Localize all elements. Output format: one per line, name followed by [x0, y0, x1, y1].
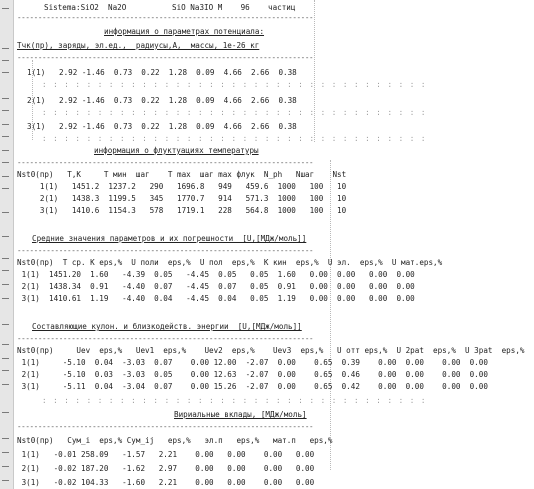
dotted-row: : : : : : : : : : : : : : : : : : : : : : : : : : : : : : : : : : : :	[42, 396, 427, 405]
averages-row: 3(1) 1410.61 1.19 -4.40 0.04 -4.45 0.04 0.05 1.19 0.00 0.00 0.00 0.00	[17, 294, 415, 303]
gutter-tick	[2, 358, 9, 359]
dotted-row: : : : : : : : : : : : : : : : : : : : : : : : : : : : : : : : : : : :	[42, 80, 427, 89]
energy-heading: Составляющие кулон. и близкодейств. энергии [U,[МДж/моль]]	[32, 322, 302, 331]
potential-heading: информация о параметрах потенциала:	[104, 27, 265, 36]
temperature-columns: Nst0(пр) T,K T мин шаг T max шаг max флук N_ph Nшаг Nst	[17, 170, 347, 179]
gutter-tick	[2, 124, 9, 125]
gutter-tick	[2, 136, 9, 137]
dotted-row: : : : : : : : : : : : : : : : : : : : : : : : : : : : : : : : : : : :	[42, 134, 427, 143]
gutter-tick	[2, 212, 9, 213]
gutter-tick	[2, 48, 9, 49]
gutter-tick	[2, 150, 9, 151]
separator: -----------------------------------------------------------------------	[17, 53, 314, 62]
gutter-tick	[2, 176, 9, 177]
gutter-tick	[2, 466, 9, 467]
separator: -----------------------------------------------------------------------	[17, 246, 314, 255]
averages-row: 1(1) 1451.20 1.60 -4.39 0.05 -4.45 0.05 0.05 1.60 0.00 0.00 0.00 0.00	[17, 270, 415, 279]
gutter-tick	[2, 370, 9, 371]
temperature-row: 2(1) 1438.3 1199.5 345 1770.7 914 571.3 1000 100 10	[17, 194, 347, 203]
energy-row: 3(1) -5.11 0.04 -3.04 0.07 0.00 15.26 -2.07 0.00 0.65 0.42 0.00 0.00 0.00 0.00	[17, 382, 488, 391]
gutter-tick	[2, 110, 9, 111]
gutter-tick	[2, 162, 9, 163]
virial-row: 3(1) -0.02 104.33 -1.60 2.21 0.00 0.00 0.00 0.00	[17, 478, 315, 487]
temperature-row: 3(1) 1410.6 1154.3 578 1719.1 228 564.8 1000 100 10	[17, 206, 347, 215]
text-editor[interactable]	[14, 0, 534, 489]
gutter-tick	[2, 60, 9, 61]
line-gutter	[0, 0, 14, 489]
gutter-tick	[2, 284, 9, 285]
virial-row: 1(1) -0.01 258.09 -1.57 2.21 0.00 0.00 0.00 0.00	[17, 450, 315, 459]
energy-row: 2(1) -5.10 0.03 -3.03 0.05 0.00 12.63 -2.07 0.00 0.65 0.46 0.00 0.00 0.00 0.00	[17, 370, 488, 379]
gutter-tick	[2, 452, 9, 453]
separator: -----------------------------------------------------------------------	[17, 334, 314, 343]
gutter-tick	[2, 298, 9, 299]
column-guide	[314, 0, 315, 142]
separator: -----------------------------------------------------------------------	[17, 13, 314, 22]
gutter-tick	[2, 188, 9, 189]
gutter-tick	[2, 72, 9, 73]
gutter-tick	[2, 438, 9, 439]
virial-columns: Nst0(пр) Сум_i eps,% Сум_ij eps,% эл.п eps,% мат.п eps,%	[17, 436, 333, 445]
potential-row: 1(1) 2.92 -1.46 0.73 0.22 1.28 0.09 4.66 2.66 0.38	[27, 68, 297, 77]
potential-row: 3(1) 2.92 -1.46 0.73 0.22 1.28 0.09 4.66 2.66 0.38	[27, 122, 297, 131]
energy-columns: Nst0(пр) Uev eps,% Uev1 eps,% Uev2 eps,% Uev3 eps,% U отт eps,% U 2pat eps,% U 3pat eps,%	[17, 346, 525, 355]
temperature-row: 1(1) 1451.2 1237.2 290 1696.8 949 459.6 1000 100 10	[17, 182, 347, 191]
gutter-tick	[2, 412, 9, 413]
averages-columns: Nst0(пр) T ср. K eps,% U поли eps,% U пол eps,% K кин eps,% U эл. eps,% U мат.eps,%	[17, 258, 443, 267]
gutter-tick	[2, 480, 9, 481]
virial-row: 2(1) -0.02 187.20 -1.62 2.97 0.00 0.00 0.00 0.00	[17, 464, 315, 473]
temperature-heading: информация о флуктуациях температуры	[94, 146, 259, 155]
gutter-tick	[2, 324, 9, 325]
gutter-tick	[2, 8, 9, 9]
averages-row: 2(1) 1438.34 0.91 -4.40 0.07 -4.45 0.07 0.05 0.91 0.00 0.00 0.00 0.00	[17, 282, 415, 291]
gutter-tick	[2, 270, 9, 271]
energy-row: 1(1) -5.10 0.04 -3.03 0.07 0.00 12.00 -2.07 0.00 0.65 0.39 0.00 0.00 0.00 0.00	[17, 358, 488, 367]
gutter-tick	[2, 384, 9, 385]
title-line: Sistema:SiO2 Na2O SiO Na3IO M 96 частиц	[44, 3, 296, 12]
separator: -----------------------------------------------------------------------	[17, 422, 314, 431]
gutter-tick	[2, 98, 9, 99]
dotted-row: : : : : : : : : : : : : : : : : : : : : : : : : : : : : : : : : : : :	[42, 108, 427, 117]
potential-row: 2(1) 2.92 -1.46 0.73 0.22 1.28 0.09 4.66 2.66 0.38	[27, 96, 297, 105]
gutter-tick	[2, 258, 9, 259]
gutter-tick	[2, 236, 9, 237]
separator: -----------------------------------------------------------------------	[17, 158, 314, 167]
averages-heading: Средние значения параметров и их погрешности [U,[МДж/моль]]	[32, 234, 307, 243]
potential-columns: Тчк(пр), заряды, эл.ед., радиусы,А, массы, 1e-26 кг	[17, 41, 260, 50]
virial-heading: Вириальные вклады, [МДж/моль]	[174, 410, 307, 419]
gutter-tick	[2, 344, 9, 345]
